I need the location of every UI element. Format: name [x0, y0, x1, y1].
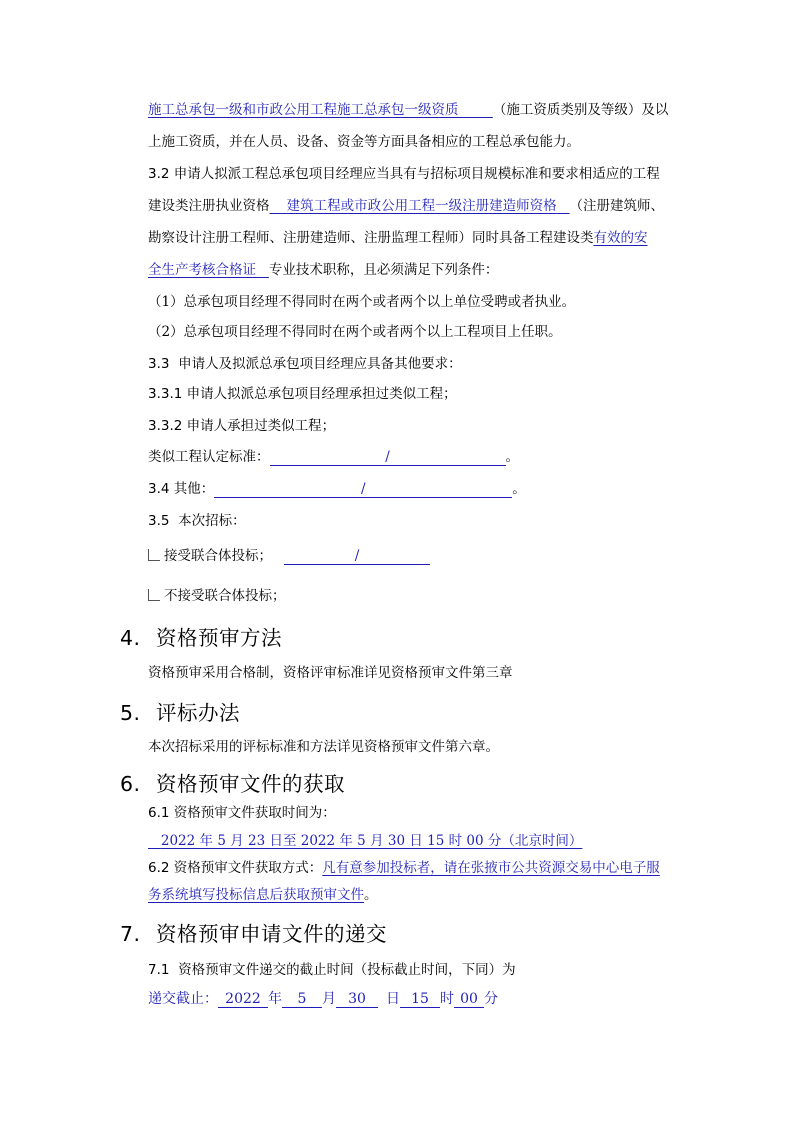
safety-certificate-fill-a: 有效的安 [593, 230, 648, 246]
condition-1: （1）总承包项目经理不得同时在两个或者两个以上单位受聘或者执业。 [148, 294, 576, 310]
para-6-2-line-1: 6.2 资格预审文件获取方式：凡有意参加投标者，请在张掖市公共资源交易中心电子服 [148, 860, 660, 876]
para-7-1: 7.1 资格预审文件递交的截止时间（投标截止时间，下同）为 [148, 962, 516, 978]
para-3-2-line-4: 全生产考核合格证 专业技术职称，且必须满足下列条件： [148, 262, 499, 278]
accept-joint-checkbox[interactable] [148, 549, 160, 561]
section-4-heading: 4. 资格预审方法 [120, 626, 282, 650]
condition-2: （2）总承包项目经理不得同时在两个或者两个以上工程项目上任职。 [148, 324, 562, 340]
joint-bid-blank: / [284, 548, 430, 565]
registration-qualification-fill: 建筑工程或市政公用工程一级注册建造师资格 [286, 198, 557, 214]
reject-joint-line: 不接受联合体投标； [148, 586, 286, 606]
deadline-year: 2022 [218, 991, 268, 1008]
deadline-day: 30 [336, 991, 378, 1008]
para-6-2-line-2: 务系统填写投标信息后获取预审文件。 [148, 887, 378, 903]
accept-joint-line: 接受联合体投标； / [148, 546, 430, 566]
para-3-3-2: 3.3.2 申请人承担过类似工程； [148, 418, 336, 434]
similar-standard-blank: / [270, 449, 506, 466]
section-5-body: 本次招标采用的评标标准和方法详见资格预审文件第六章。 [148, 739, 499, 755]
similar-standard-line: 类似工程认定标准： / 。 [148, 449, 519, 465]
acquisition-method-fill-a: 凡有意参加投标者，请在张掖市公共资源交易中心电子服 [322, 860, 660, 876]
para-3-3: 3.3 申请人及拟派总承包项目经理应具备其他要求： [148, 356, 462, 372]
para-3-2-line-3: 勘察设计注册工程师、注册建造师、注册监理工程师）同时具备工程建设类有效的安 [148, 230, 648, 246]
other-requirements-blank: / [214, 481, 512, 498]
para-6-1: 6.1 资格预审文件获取时间为： [148, 805, 336, 821]
deadline-minute: 00 [454, 991, 484, 1008]
deadline-month: 5 [282, 991, 322, 1008]
para-3-4: 3.4 其他： / 。 [148, 481, 526, 497]
para-3-3-1: 3.3.1 申请人拟派总承包项目经理承担过类似工程； [148, 386, 457, 402]
reject-joint-checkbox[interactable] [148, 589, 160, 601]
para-3-5: 3.5 本次招标： [148, 513, 246, 529]
safety-certificate-fill-b: 全生产考核合格证 [148, 262, 256, 278]
acquisition-time-line [148, 831, 582, 851]
deadline-line: 递交截止： 2022 年 5 月 30 日 15 时 00 分 [148, 991, 498, 1007]
section-7-heading: 7. 资格预审申请文件的递交 [120, 922, 387, 946]
acquisition-time-fill: 2022 年 5 月 23 日至 2022 年 5 月 30 日 15 时 00 分（北京时间） [160, 833, 583, 849]
para-3-2-line-1: 3.2 申请人拟派工程总承包项目经理应当具有与招标项目规模标准和要求相适应的工程 [148, 166, 660, 182]
acquisition-method-fill-b: 务系统填写投标信息后获取预审文件 [148, 887, 364, 903]
section-5-heading: 5. 评标办法 [120, 701, 240, 725]
deadline-hour: 15 [400, 991, 440, 1008]
qualification-line-2: 上施工资质，并在人员、设备、资金等方面具备相应的工程总承包能力。 [148, 134, 580, 150]
qualification-line-1: 施工总承包一级和市政公用工程施工总承包一级资质 （施工资质类别及等级）及以 [148, 102, 669, 118]
section-4-body: 资格预审采用合格制，资格评审标准详见资格预审文件第三章 [148, 665, 513, 681]
section-6-heading: 6. 资格预审文件的获取 [120, 772, 345, 796]
qualification-type-fill: 施工总承包一级和市政公用工程施工总承包一级资质 [148, 102, 459, 118]
para-3-2-line-2: 建设类注册执业资格 建筑工程或市政公用工程一级注册建造师资格 （注册建筑师、 [148, 198, 665, 214]
